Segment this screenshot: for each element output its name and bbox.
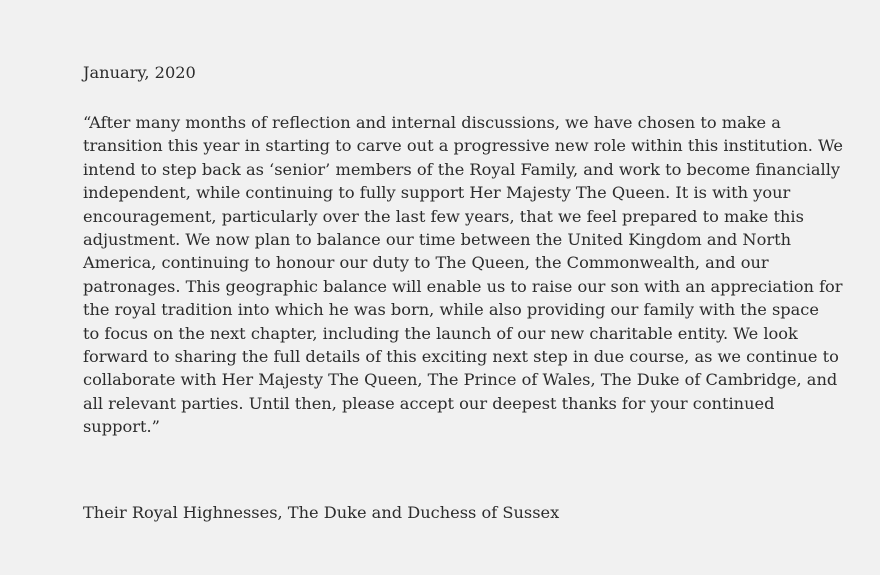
quote-line: independent, while continuing to fully support Her Majesty The Queen. It is with your xyxy=(83,183,791,203)
quote-line: support.” xyxy=(83,417,160,437)
quote-line: collaborate with Her Majesty The Queen, The Prince of Wales, The Duke of Cambridge, and xyxy=(83,370,838,390)
quote-line: America, continuing to honour our duty to The Queen, the Commonwealth, and our xyxy=(83,253,769,273)
quote-line: the royal tradition into which he was born, while also providing our family with the space xyxy=(83,300,819,320)
quote-line: encouragement, particularly over the last few years, that we feel prepared to make this xyxy=(83,206,804,226)
quote-line: transition this year in starting to carve out a progressive new role within this institution. We xyxy=(83,136,843,156)
quote-line: all relevant parties. Until then, please accept our deepest thanks for your continued xyxy=(83,393,775,413)
quote-line: intend to step back as ‘senior’ members of the Royal Family, and work to become financially xyxy=(83,159,841,179)
statement-signature: Their Royal Highnesses, The Duke and Duchess of Sussex xyxy=(83,503,560,522)
quote-line: patronages. This geographic balance will enable us to raise our son with an appreciation for xyxy=(83,276,843,296)
quote-line: “After many months of reflection and internal discussions, we have chosen to make a xyxy=(83,113,781,132)
statement-quote xyxy=(83,111,843,439)
quote-line: forward to sharing the full details of this exciting next step in due course, as we continue to xyxy=(83,347,839,367)
statement-date: January, 2020 xyxy=(83,63,196,82)
quote-line: adjustment. We now plan to balance our time between the United Kingdom and North xyxy=(83,230,792,250)
quote-line: to focus on the next chapter, including the launch of our new charitable entity. We look xyxy=(83,323,798,343)
